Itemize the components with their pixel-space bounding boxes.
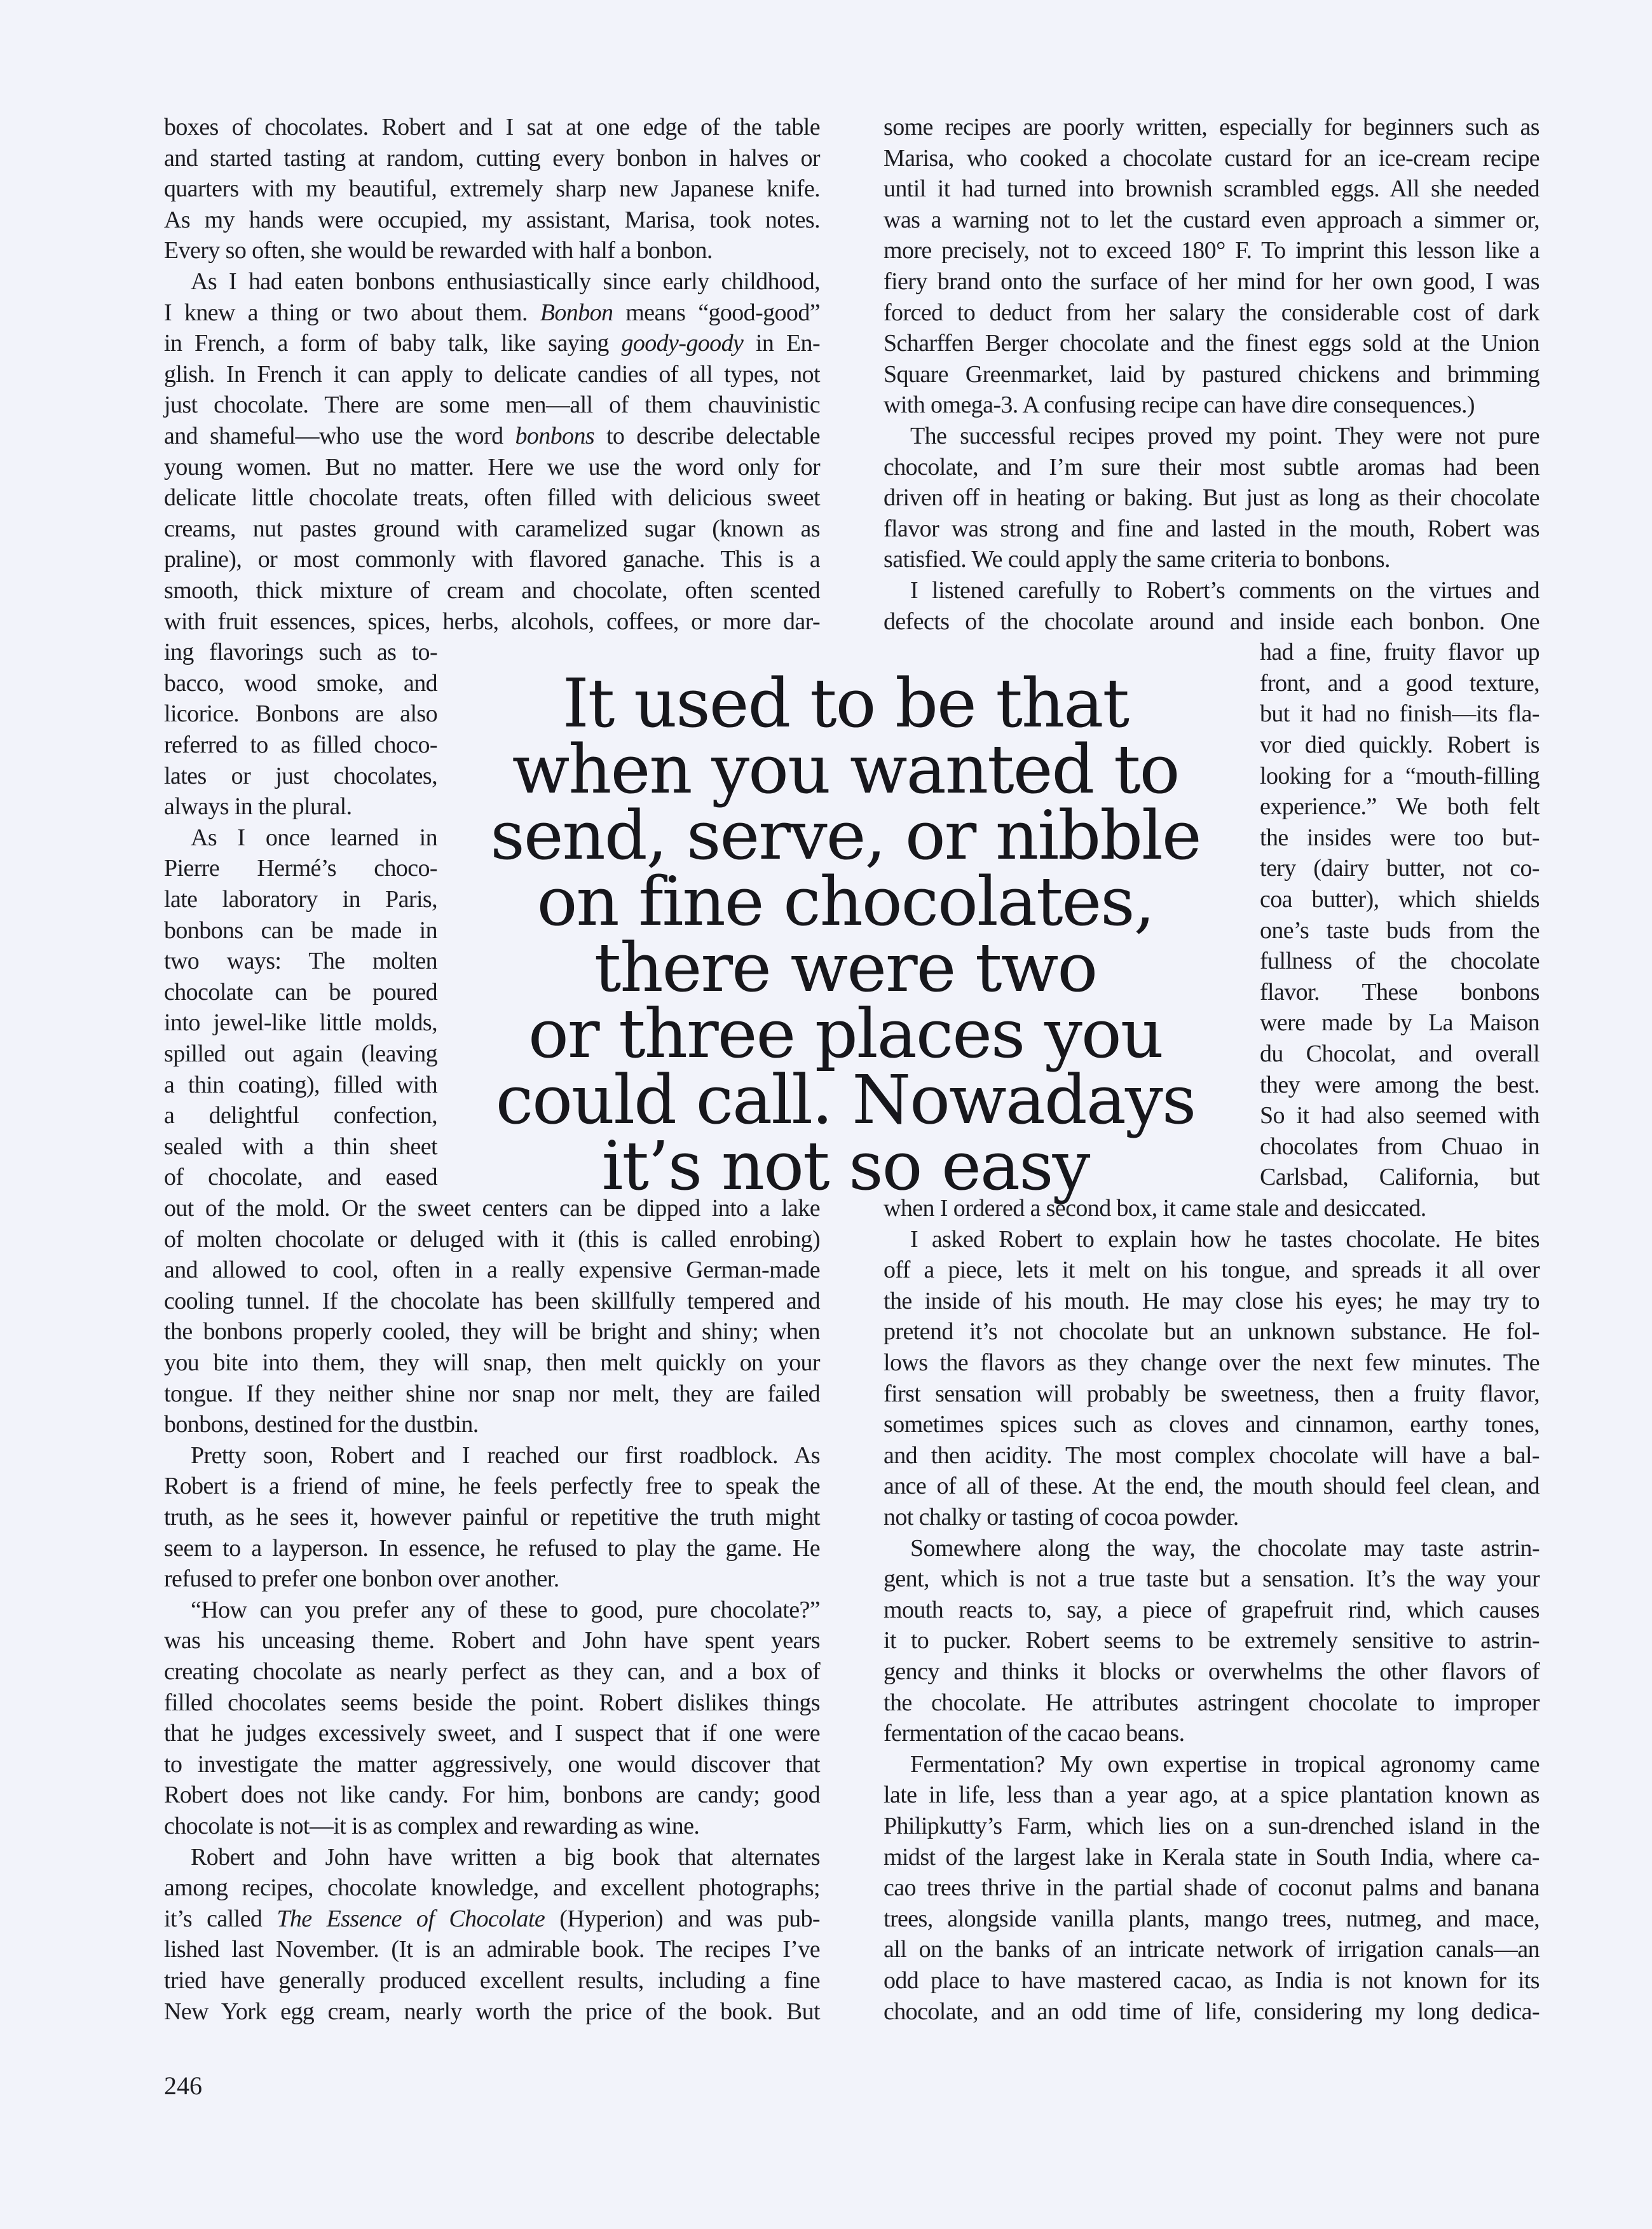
text-line: looking for a “mouth-filling [1260, 762, 1539, 789]
text-line: some recipes are poorly written, especially for beginners such as [884, 114, 1539, 140]
text-line: with omega-3. A confusing recipe can have dire consequences.) [884, 392, 1475, 419]
text-line: As I once learned in [191, 824, 437, 851]
text-line: gency and thinks it blocks or overwhelms the other flavors of [884, 1658, 1539, 1685]
text-line: boxes of chocolates. Robert and I sat at one edge of the table [164, 114, 820, 140]
page-number: 246 [164, 2071, 202, 2100]
text-line: they were among the best. [1260, 1071, 1539, 1098]
text-line: first sensation will probably be sweetness, then a fruity flavor, [884, 1380, 1539, 1407]
text-line: creating chocolate as nearly perfect as they can, and a box of [164, 1658, 820, 1685]
text-line: fiery brand onto the surface of her mind for her own good, I was [884, 268, 1539, 295]
pull-quote-line: send, serve, or nibble [490, 796, 1201, 875]
text-line: Pierre Hermé’s choco- [164, 855, 437, 882]
text-line: So it had also seemed with [1260, 1102, 1539, 1129]
text-line: the bonbons properly cooled, they will be bright and shiny; when [164, 1318, 820, 1346]
text-line: referred to as filled choco- [164, 732, 437, 758]
text-line: bonbons can be made in [164, 917, 437, 944]
text-line: sealed with a thin sheet [164, 1133, 437, 1160]
text-line: tried have generally produced excellent results, including a fine [164, 1967, 820, 1994]
text-line: experience.” We both felt [1260, 793, 1539, 821]
text-line: it’s called The Essence of Chocolate (Hyperion) and was pub- [164, 1905, 820, 1932]
text-line: to investigate the matter aggressively, one would discover that [164, 1750, 820, 1778]
text-line: Somewhere along the way, the chocolate may taste astrin- [910, 1534, 1539, 1562]
text-line: chocolate is not—it is as complex and rewarding as wine. [164, 1813, 700, 1839]
text-line: sometimes spices such as cloves and cinnamon, earthy tones, [884, 1411, 1539, 1438]
text-line: one’s taste buds from the [1260, 917, 1539, 944]
text-line: young women. But no matter. Here we use the word only for [164, 453, 820, 481]
text-line: “How can you prefer any of these to good, pure chocolate?” [191, 1596, 820, 1623]
text-line: not chalky or tasting of cocoa powder. [884, 1504, 1239, 1530]
text-line: you bite into them, they will snap, then melt quickly on your [164, 1349, 820, 1376]
text-line: of chocolate, and eased [164, 1164, 437, 1191]
text-line: spilled out again (leaving [164, 1040, 437, 1067]
text-line: Carlsbad, California, but [1260, 1164, 1539, 1191]
text-line: flavor. These bonbons [1260, 978, 1539, 1005]
text-line: the chocolate. He attributes astringent chocolate to improper [884, 1689, 1539, 1716]
pull-quote-line: it’s not so easy [601, 1127, 1089, 1205]
text-line: creams, nut pastes ground with caramelized sugar (known as [164, 515, 820, 542]
text-line: bonbons, destined for the dustbin. [164, 1411, 479, 1438]
text-line: I asked Robert to explain how he tastes chocolate. He bites [910, 1225, 1539, 1253]
text-line: lished last November. (It is an admirable book. The recipes I’ve [164, 1936, 820, 1963]
text-line: cao trees thrive in the partial shade of coconut palms and banana [884, 1874, 1539, 1902]
text-line: two ways: The molten [164, 948, 437, 975]
text-line: the insides were too but- [1260, 824, 1539, 851]
text-line: refused to prefer one bonbon over another. [164, 1565, 559, 1593]
text-line: lates or just chocolates, [164, 762, 437, 789]
text-line: Robert does not like candy. For him, bonbons are candy; good [164, 1782, 820, 1809]
pull-quote-line: when you wanted to [512, 730, 1179, 808]
text-line: Every so often, she would be rewarded with half a bonbon. [164, 237, 713, 264]
text-line: smooth, thick mixture of cream and chocolate, often scented [164, 577, 820, 604]
text-line: ance of all of these. At the end, the mouth should feel clean, and [884, 1473, 1539, 1500]
text-line: always in the plural. [164, 793, 352, 821]
text-line: du Chocolat, and overall [1260, 1040, 1539, 1067]
text-line: tongue. If they neither shine nor snap nor melt, they are failed [164, 1380, 820, 1407]
text-line: chocolate can be poured [164, 978, 437, 1005]
text-line: a delightful confection, [164, 1102, 437, 1129]
text-line: praline), or most commonly with flavored ganache. This is a [164, 546, 820, 573]
text-line: off a piece, lets it melt on his tongue, and spreads it all over [884, 1257, 1539, 1284]
text-line: Square Greenmarket, laid by pastured chickens and brimming [884, 360, 1539, 388]
text-line: New York egg cream, nearly worth the price of the book. But [164, 1998, 820, 2025]
text-line: of molten chocolate or deluged with it (this is called enrobing) [164, 1225, 820, 1253]
text-line: mouth reacts to, say, a piece of grapefruit rind, which causes [884, 1596, 1539, 1623]
text-line: quarters with my beautiful, extremely sharp new Japanese knife. [164, 175, 820, 203]
text-line: chocolate, and I’m sure their most subtle aromas had been [884, 453, 1539, 481]
text-line: in French, a form of baby talk, like saying goody-goody in En- [164, 330, 820, 357]
text-line: seem to a layperson. In essence, he refused to play the game. He [164, 1534, 820, 1562]
text-line: until it had turned into brownish scrambled eggs. All she needed [884, 175, 1539, 203]
text-line: all on the banks of an intricate network of irrigation canals—an [884, 1936, 1539, 1963]
text-line: delicate little chocolate treats, often filled with delicious sweet [164, 484, 820, 512]
text-line: and started tasting at random, cutting every bonbon in halves or [164, 144, 820, 172]
text-line: forced to deduct from her salary the considerable cost of dark [884, 299, 1539, 326]
text-line: odd place to have mastered cacao, as India is not known for its [884, 1967, 1539, 1994]
text-line: and then acidity. The most complex chocolate will have a bal- [884, 1442, 1539, 1469]
text-line: I listened carefully to Robert’s comments on the virtues and [910, 577, 1539, 604]
text-line: Robert and John have written a big book that alternates [191, 1843, 820, 1871]
text-line: licorice. Bonbons are also [164, 700, 437, 728]
pull-quote-line: It used to be that [562, 664, 1129, 742]
text-line: trees, alongside vanilla plants, mango trees, nutmeg, and mace, [884, 1905, 1539, 1932]
text-line: Scharffen Berger chocolate and the finest eggs sold at the Union [884, 330, 1539, 357]
pull-quote [458, 664, 1233, 1205]
text-line: into jewel-like little molds, [164, 1009, 437, 1037]
text-line: midst of the largest lake in Kerala state in South India, where ca- [884, 1843, 1539, 1871]
text-line: Fermentation? My own expertise in tropical agronomy came [910, 1750, 1539, 1778]
text-line: tery (dairy butter, not co- [1260, 855, 1539, 882]
text-line: a thin coating), filled with [164, 1071, 437, 1098]
text-line: As my hands were occupied, my assistant, Marisa, took notes. [164, 206, 820, 233]
text-line: chocolates from Chuao in [1260, 1133, 1539, 1160]
text-line: glish. In French it can apply to delicate candies of all types, not [164, 360, 820, 388]
text-line: chocolate, and an odd time of life, considering my long dedica- [884, 1998, 1539, 2025]
text-line: the inside of his mouth. He may close his eyes; he may try to [884, 1287, 1539, 1314]
text-line: that he judges excessively sweet, and I suspect that if one were [164, 1720, 820, 1747]
text-line: and allowed to cool, often in a really expensive German-made [164, 1257, 820, 1284]
text-line: out of the mold. Or the sweet centers can be dipped into a lake [164, 1195, 820, 1222]
text-line: late laboratory in Paris, [164, 886, 437, 913]
text-line: but it had no finish—its fla- [1260, 700, 1539, 728]
text-line: just chocolate. There are some men—all of them chauvinistic [164, 392, 820, 419]
text-line: had a fine, fruity flavor up [1260, 639, 1539, 666]
text-line: Philipkutty’s Farm, which lies on a sun-drenched island in the [884, 1813, 1539, 1839]
text-line: filled chocolates seems beside the point. Robert dislikes things [164, 1689, 820, 1716]
text-line: among recipes, chocolate knowledge, and excellent photographs; [164, 1874, 820, 1902]
text-line: ing flavorings such as to- [164, 639, 437, 666]
text-line: with fruit essences, spices, herbs, alcohols, coffees, or more dar- [164, 608, 820, 635]
text-line: was his unceasing theme. Robert and John have spent years [164, 1627, 820, 1654]
text-line: vor died quickly. Robert is [1260, 732, 1539, 758]
text-line: fullness of the chocolate [1260, 948, 1539, 975]
text-line: it to pucker. Robert seems to be extremely sensitive to astrin- [884, 1627, 1539, 1654]
text-line: gent, which is not a true taste but a sensation. It’s the way your [884, 1565, 1539, 1593]
text-line: and shameful—who use the word bonbons to describe delectable [164, 423, 820, 449]
text-line: cooling tunnel. If the chocolate has been skillfully tempered and [164, 1287, 820, 1314]
text-line: pretend it’s not chocolate but an unknown substance. He fol- [884, 1318, 1539, 1346]
text-line: were made by La Maison [1260, 1009, 1539, 1037]
text-line: flavor was strong and fine and lasted in the mouth, Robert was [884, 515, 1539, 542]
text-line: defects of the chocolate around and inside each bonbon. One [884, 608, 1539, 635]
pull-quote-line: there were two [594, 929, 1097, 1007]
text-line: Marisa, who cooked a chocolate custard for an ice-cream recipe [884, 144, 1539, 172]
pull-quote-line: or three places you [528, 995, 1163, 1073]
pull-quote-line: on fine chocolates, [536, 862, 1154, 941]
text-line: Pretty soon, Robert and I reached our first roadblock. As [191, 1442, 820, 1469]
text-line: driven off in heating or baking. But just as long as their chocolate [884, 484, 1539, 512]
text-line: when I ordered a second box, it came stale and desiccated. [884, 1195, 1426, 1222]
text-line: late in life, less than a year ago, at a spice plantation known as [884, 1782, 1539, 1809]
text-line: was a warning not to let the custard even approach a simmer or, [884, 206, 1539, 233]
text-line: satisfied. We could apply the same criteria to bonbons. [884, 546, 1390, 573]
pull-quote-line: could call. Nowadays [495, 1061, 1196, 1139]
text-line: The successful recipes proved my point. They were not pure [910, 423, 1539, 449]
text-line: fermentation of the cacao beans. [884, 1720, 1185, 1747]
text-line: coa butter), which shields [1260, 886, 1539, 913]
text-line: lows the flavors as they change over the next few minutes. The [884, 1349, 1539, 1376]
text-line: truth, as he sees it, however painful or repetitive the truth might [164, 1504, 820, 1530]
text-line: Robert is a friend of mine, he feels perfectly free to speak the [164, 1473, 820, 1500]
text-line: As I had eaten bonbons enthusiastically since early childhood, [191, 268, 820, 295]
text-line: I knew a thing or two about them. Bonbon means “good-good” [164, 299, 820, 326]
text-line: bacco, wood smoke, and [164, 669, 437, 697]
text-line: front, and a good texture, [1260, 669, 1539, 697]
text-line: more precisely, not to exceed 180° F. To imprint this lesson like a [884, 237, 1539, 264]
